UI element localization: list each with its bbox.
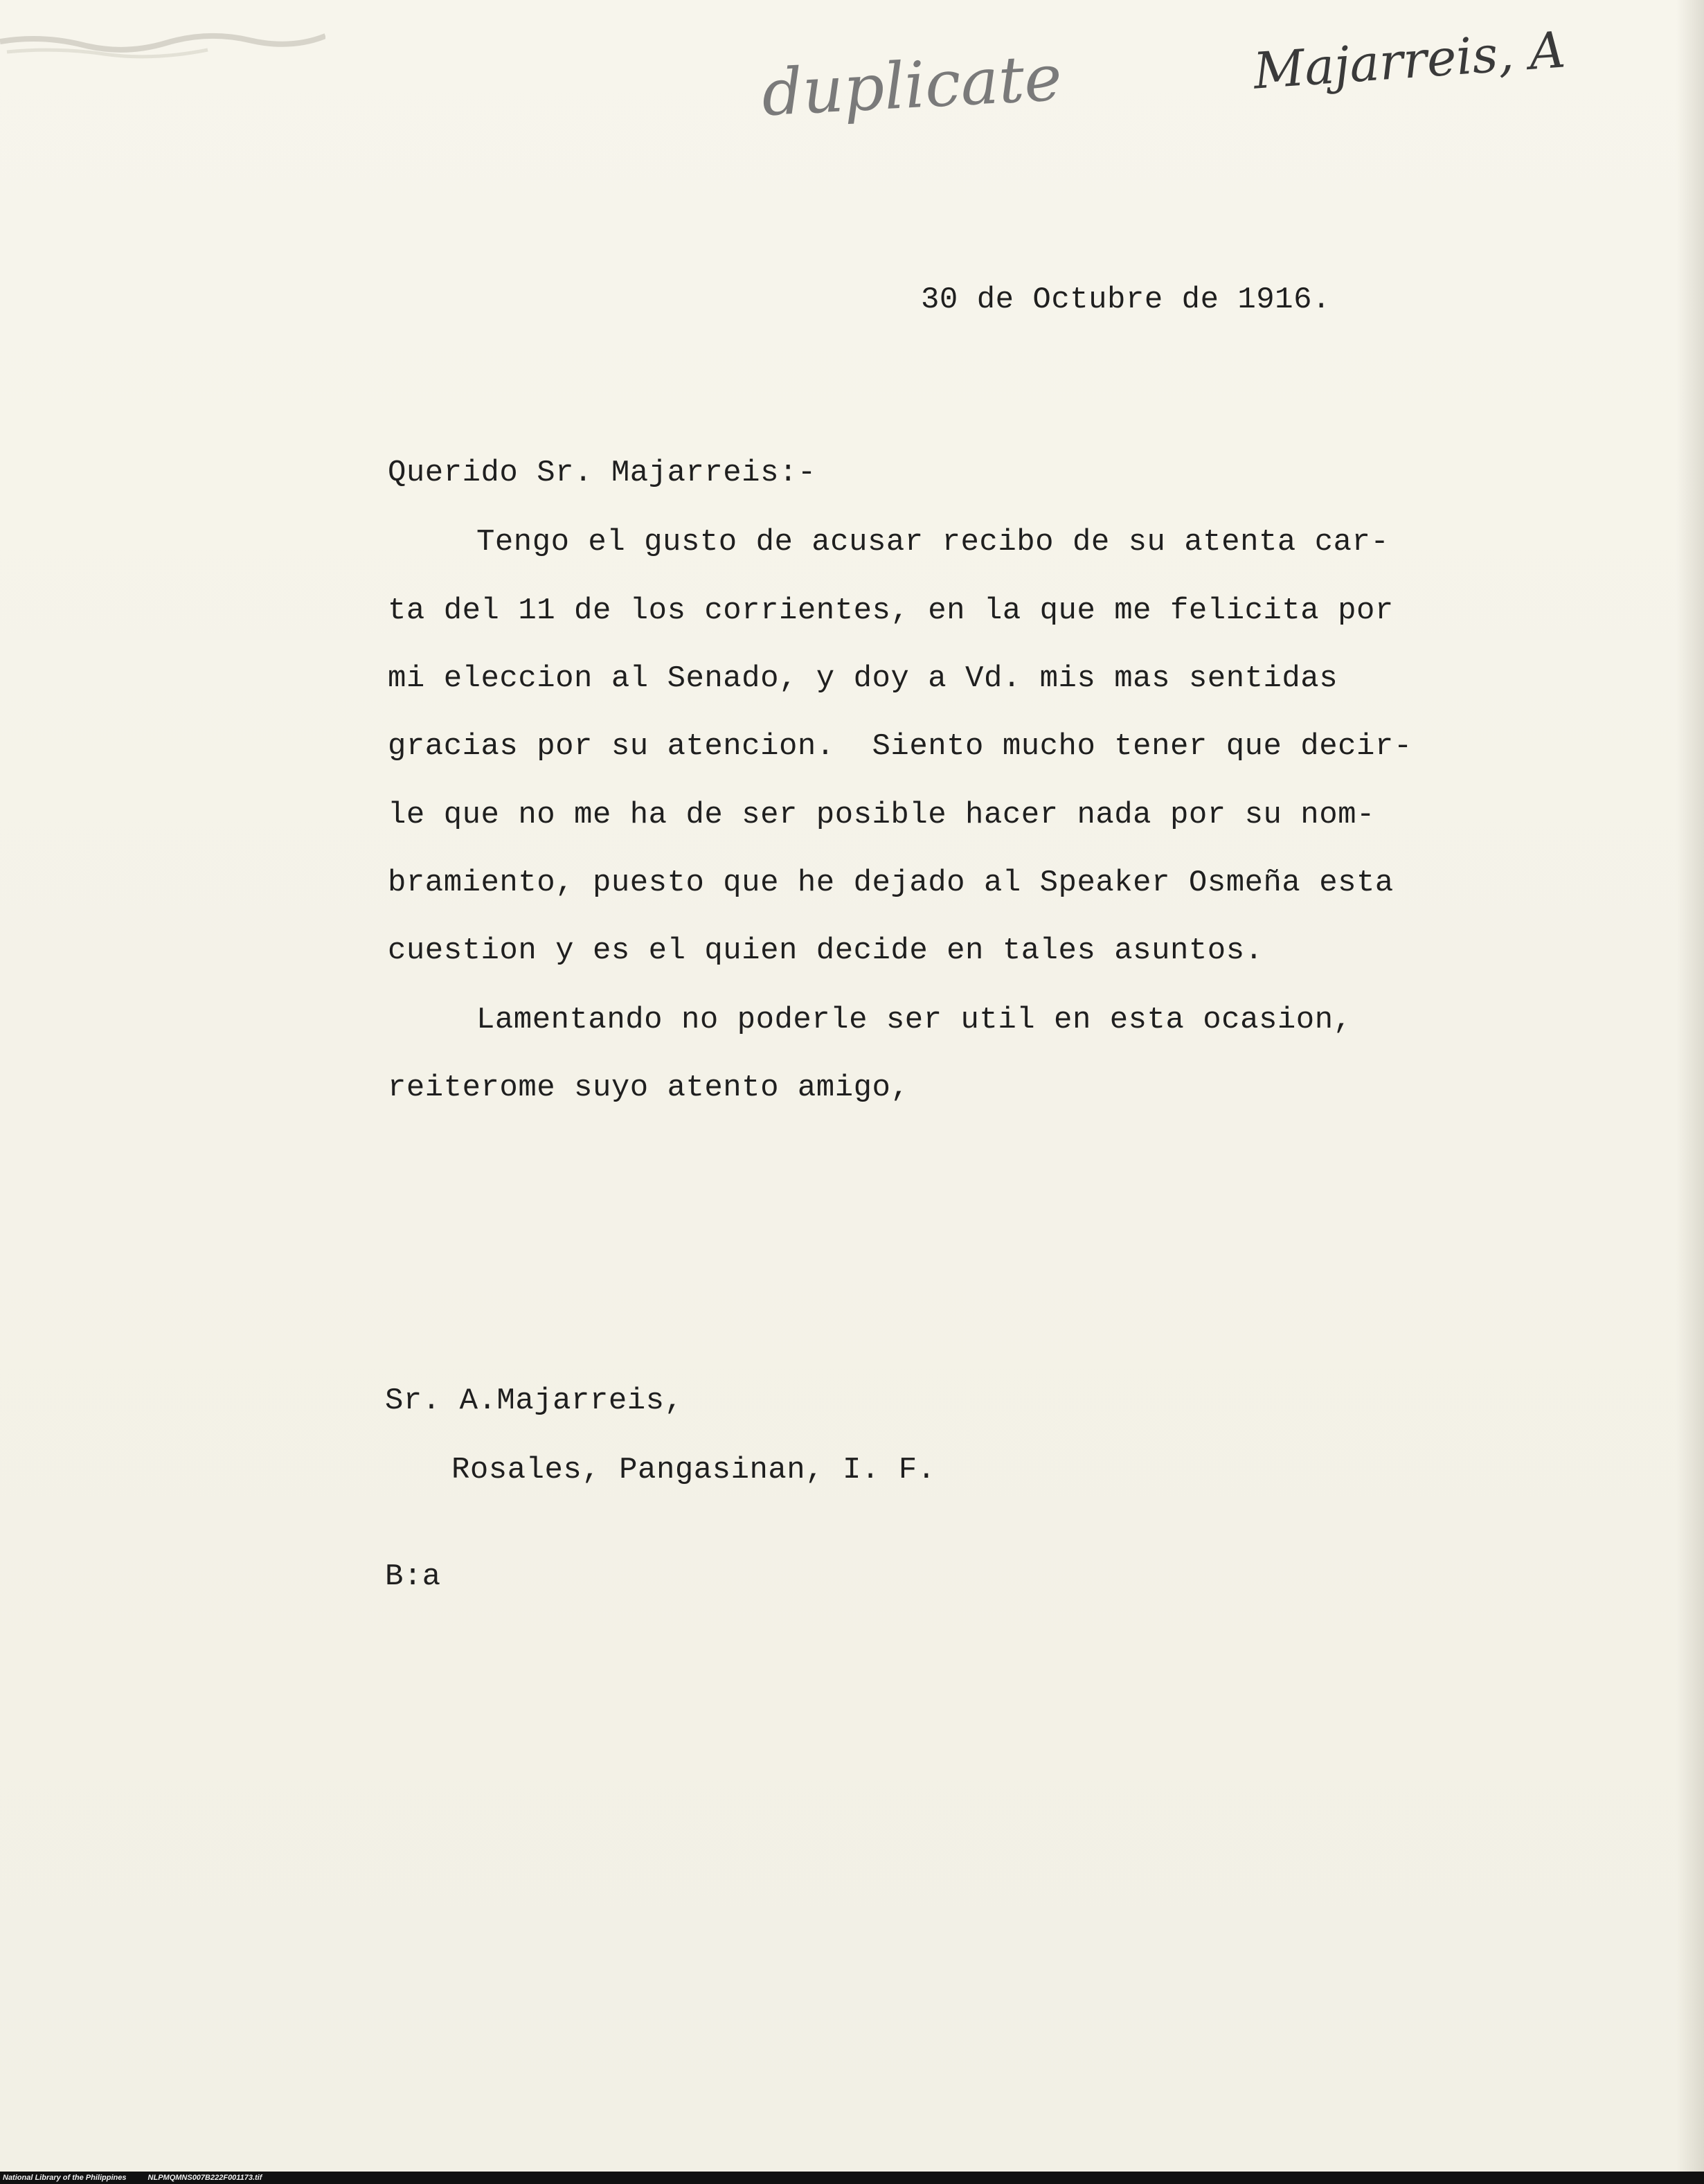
closing-line: reiterome suyo atento amigo, [388,1071,910,1105]
tape-residue [0,21,325,62]
recipient-name: Sr. A.Majarreis, [385,1384,683,1418]
page-edge-shadow [1676,0,1704,2184]
closing-line: Lamentando no poderle ser util en esta ocasion, [476,1003,1352,1037]
body-line: Tengo el gusto de acusar recibo de su atenta car- [476,525,1390,560]
body-line: le que no me ha de ser posible hacer nada por su nom- [388,798,1375,832]
letter-date: 30 de Octubre de 1916. [921,283,1331,317]
library-credit: National Library of the Philippines [3,2174,127,2182]
body-line: mi eleccion al Senado, y doy a Vd. mis mas sentidas [388,661,1338,696]
body-line: ta del 11 de los corrientes, en la que me felicita por [388,593,1394,628]
salutation: Querido Sr. Majarreis:- [388,456,816,490]
body-line: cuestion y es el quien decide en tales asuntos. [388,933,1264,968]
body-line: bramiento, puesto que he dejado al Speaker Osmeña esta [388,866,1394,900]
filing-name-annotation: Majarreis, A [1251,20,1568,100]
duplicate-annotation: duplicate [760,40,1064,131]
archive-footer [0,2172,1704,2184]
scan-filename: NLPMQMNS007B222F001173.tif [147,2174,262,2182]
recipient-address: Rosales, Pangasinan, I. F. [451,1453,936,1487]
typist-initials: B:a [385,1559,441,1594]
body-line: gracias por su atencion. Siento mucho tener que decir- [388,729,1412,764]
